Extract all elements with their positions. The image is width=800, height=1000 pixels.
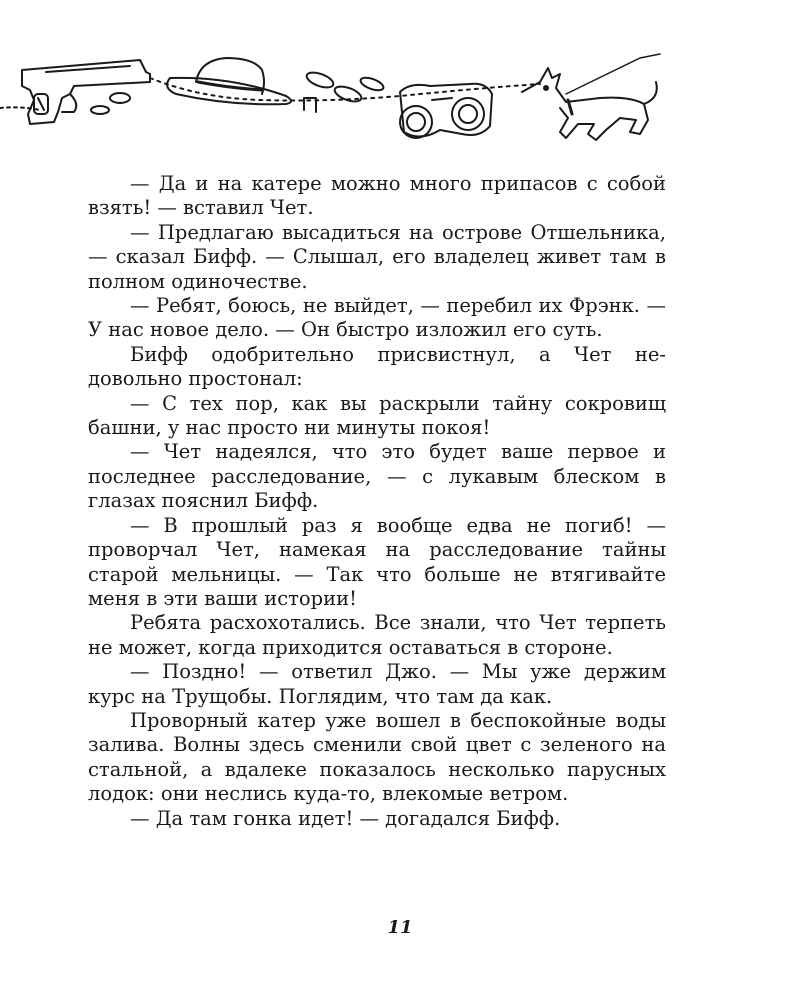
paragraph: — Поздно! — ответил Джо. — Мы уже держим курс на Трущобы. Поглядим, что там да как. [88, 660, 666, 708]
paragraph: — Чет надеялся, что это будет ваше первое и последнее расследование, — с лукавым блеском в глазах пояснил Бифф. [88, 440, 666, 513]
pistol-icon [22, 60, 150, 124]
dog-icon [522, 54, 660, 140]
paragraph: — Да там гонка идет! — догадался Бифф. [130, 806, 561, 830]
paragraph: Бифф одобрительно присвистнул, а Чет недовольно простонал: [88, 342, 666, 391]
page-number: 11 [387, 917, 413, 938]
paragraph: — В прошлый раз я вообще едва не погиб! — проворчал Чет, намекая на расследование тайны старой мельницы. — Так что больше не втягивайте меня в эти ваши истории! [88, 513, 666, 610]
header-illustration [0, 38, 800, 148]
paragraph: Ребята расхохотались. Все знали, что Чет терпеть не может, когда приходится оставаться в стороне. [88, 611, 666, 659]
body-text [88, 172, 666, 831]
paragraph: — Ребят, боюсь, не выйдет, — перебил их Фрэнк. — У нас новое дело. — Он быстро изложил его суть. [88, 294, 666, 342]
paragraph: — Предлагаю высадиться на острове Отшельника, — сказал Бифф. — Слышал, его владелец живет там в полном одиночестве. [88, 220, 666, 293]
paragraph: — С тех пор, как вы раскрыли тайну сокровищ башни, у нас просто ни минуты покоя! [88, 391, 666, 440]
paragraph: Проворный катер уже вошел в беспокойные воды залива. Волны здесь сменили свой цвет с зеленого на стальной, а вдалеке показалось несколько парусных лодок: они неслись куда-то, влекомые ветром. [88, 708, 666, 806]
paragraph: — Да и на катере можно много припасов с собой взять! — вставил Чет. [88, 172, 666, 220]
footprints-icon [91, 70, 385, 114]
